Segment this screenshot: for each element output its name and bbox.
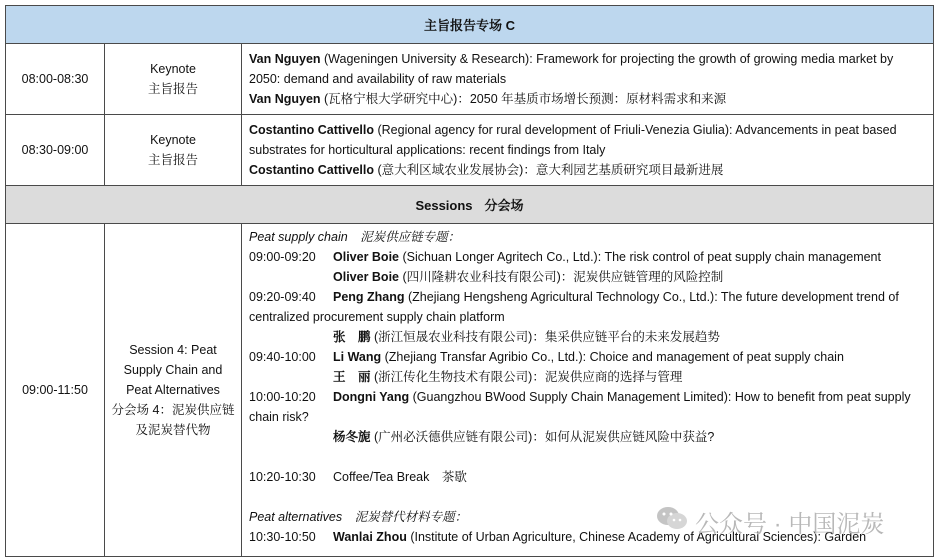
- session-name-line: 及泥炭替代物: [135, 423, 211, 437]
- plenary-header-row: [6, 6, 934, 44]
- session-name: [105, 224, 242, 557]
- speaker-name-zh: 张 鹏: [333, 330, 371, 344]
- speaker-name: Costantino Cattivello: [249, 123, 375, 137]
- speaker-name: Wanlai Zhou: [333, 530, 407, 544]
- talk-title: (Wageningen University & Research): Framework for projecting the growth of growing media market by 2050: demand and availability of raw materials: [249, 52, 894, 86]
- item-time: 09:40-10:00: [249, 350, 316, 364]
- spacer: [249, 447, 925, 467]
- speaker-name: Oliver Boie: [333, 250, 399, 264]
- watermark-text: 公众号 · 中国泥炭: [695, 510, 885, 538]
- talk-title-zh: (浙江传化生物技术有限公司)：泥炭供应商的选择与管理: [370, 370, 683, 384]
- keynote-row-1: [6, 44, 934, 115]
- program-item-zh: [249, 327, 925, 347]
- session-name-line: Supply Chain and: [123, 363, 223, 377]
- keynote-time: 08:30-09:00: [6, 115, 105, 186]
- sessions-title: [6, 186, 934, 224]
- keynote-description: [242, 115, 934, 186]
- schedule-table: [5, 5, 934, 557]
- session-time: 09:00-11:50: [6, 224, 105, 557]
- type-en: Keynote: [150, 133, 196, 147]
- talk-title-zh: (广州必沃德供应链有限公司)：如何从泥炭供应链风险中获益?: [370, 430, 715, 444]
- plenary-title: 主旨报告专场 C: [6, 6, 934, 44]
- type-zh: 主旨报告: [147, 82, 198, 96]
- speaker-name-zh: 杨冬旎: [333, 430, 371, 444]
- speaker-name-zh: Costantino Cattivello: [249, 163, 375, 177]
- keynote-time: 08:00-08:30: [6, 44, 105, 115]
- speaker-name-zh: Oliver Boie: [333, 270, 399, 284]
- program-item: [249, 387, 925, 427]
- speaker-name: Li Wang: [333, 350, 382, 364]
- item-time: 10:00-10:20: [249, 390, 316, 404]
- speaker-name: Van Nguyen: [249, 52, 321, 66]
- break-time: 10:20-10:30: [249, 470, 316, 484]
- break-label: Coffee/Tea Break 茶歇: [333, 470, 467, 484]
- talk-title-zh: (意大利区域农业发展协会)：意大利园艺基质研究项目最新进展: [374, 163, 724, 177]
- keynote-description: [242, 44, 934, 115]
- session-name-line: Session 4: Peat: [129, 343, 217, 357]
- program-item-zh: [249, 367, 925, 387]
- item-time: 09:20-09:40: [249, 290, 316, 304]
- topic-heading: Peat supply chain 泥炭供应链专题：: [249, 230, 461, 244]
- talk-title-zh: (浙江恒晟农业科技有限公司)：集采供应链平台的未来发展趋势: [370, 330, 720, 344]
- sessions-title-en: Sessions: [415, 198, 473, 213]
- type-en: Keynote: [150, 62, 196, 76]
- program-item: [249, 347, 925, 367]
- watermark: [655, 505, 915, 537]
- talk-title-zh: (瓦格宁根大学研究中心)：2050 年基质市场增长预测：原材料需求和来源: [320, 92, 727, 106]
- speaker-name-zh: Van Nguyen: [249, 92, 321, 106]
- speaker-name: Peng Zhang: [333, 290, 405, 304]
- coffee-break: [249, 467, 925, 487]
- talk-title: (Institute of Urban Agriculture, Chinese Academy of Agricultural Sciences): Garden: [406, 530, 867, 544]
- speaker-name-zh: 王 丽: [333, 370, 371, 384]
- program-item: [249, 247, 925, 267]
- session-name-line: 分会场 4：泥炭供应链: [111, 403, 235, 417]
- talk-title: (Zhejiang Transfar Agribio Co., Ltd.): Choice and management of peat supply chain: [381, 350, 844, 364]
- type-zh: 主旨报告: [147, 153, 198, 167]
- talk-zh: [249, 89, 925, 109]
- talk-title-zh: (四川隆耕农业科技有限公司)：泥炭供应链管理的风险控制: [399, 270, 724, 284]
- talk-title: (Sichuan Longer Agritech Co., Ltd.): The risk control of peat supply chain management: [399, 250, 881, 264]
- sessions-title-zh: 分会场: [484, 198, 524, 213]
- keynote-type: [105, 44, 242, 115]
- program-item: [249, 287, 925, 327]
- item-time: 09:00-09:20: [249, 250, 316, 264]
- keynote-row-2: [6, 115, 934, 186]
- item-time: 10:30-10:50: [249, 530, 316, 544]
- talk-zh: [249, 160, 925, 180]
- talk-title: (Zhejiang Hengsheng Agricultural Technology Co., Ltd.): The future development trend of centralized procurement supply chain platform: [249, 290, 899, 324]
- sessions-header-row: [6, 186, 934, 224]
- talk-title: (Regional agency for rural development of Friuli-Venezia Giulia): Advancements in peat based substrates for horticultural applications: recent findings from Italy: [249, 123, 897, 157]
- talk-en: [249, 49, 925, 89]
- talk-title: (Guangzhou BWood Supply Chain Management Limited): How to benefit from peat supply chain risk?: [249, 390, 911, 424]
- wechat-icon: [655, 504, 695, 539]
- topic-heading: Peat alternatives 泥炭替代材料专题：: [249, 510, 468, 524]
- talk-en: [249, 120, 925, 160]
- program-item-zh: [249, 267, 925, 287]
- session-name-line: Peat Alternatives: [126, 383, 220, 397]
- speaker-name: Dongni Yang: [333, 390, 410, 404]
- program-item-zh: [249, 427, 925, 447]
- keynote-type: [105, 115, 242, 186]
